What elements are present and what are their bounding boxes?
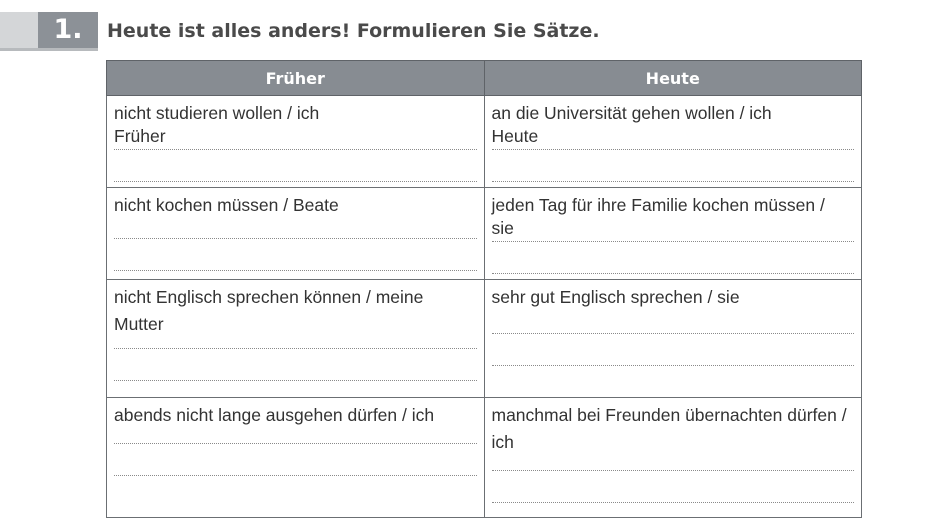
- left-cell: [107, 280, 485, 398]
- exercise-tab-shadow: [0, 48, 98, 51]
- answer-line[interactable]: [492, 311, 855, 334]
- sentence-start: sie: [492, 218, 520, 238]
- answer-line[interactable]: [114, 349, 477, 381]
- exercise-number: 1.: [38, 12, 98, 48]
- table-row: [107, 280, 862, 398]
- exercise-instruction: Heute ist alles anders! Formulieren Sie Sätze.: [107, 20, 600, 42]
- right-cell: [484, 280, 862, 398]
- answer-line[interactable]: [114, 127, 477, 150]
- answer-line[interactable]: [492, 242, 855, 274]
- answer-line[interactable]: [114, 150, 477, 182]
- answer-line[interactable]: [492, 456, 855, 471]
- answer-line[interactable]: [114, 239, 477, 271]
- cue-text: an die Universität gehen wollen / ich: [491, 103, 772, 123]
- right-cell: [484, 96, 862, 188]
- cue-text: abends nicht lange ausgehen dürfen / ich: [114, 405, 435, 425]
- cue-text: nicht studieren wollen / ich: [114, 103, 320, 123]
- answer-line[interactable]: [492, 150, 855, 182]
- answer-line[interactable]: [492, 334, 855, 366]
- answer-line[interactable]: [492, 471, 855, 503]
- cue-text: manchmal bei Freunden übernachten dürfen / ich: [491, 405, 847, 452]
- answer-line[interactable]: [114, 444, 477, 476]
- cue-text: nicht Englisch sprechen können / meine Mutter: [114, 287, 424, 334]
- right-cell: [484, 398, 862, 518]
- cue-text: nicht kochen müssen / Beate: [114, 195, 339, 215]
- exercise-table: [106, 60, 862, 518]
- left-cell: [107, 188, 485, 280]
- cue-text: jeden Tag für ihre Familie kochen müssen /: [491, 195, 825, 215]
- answer-line[interactable]: [492, 127, 855, 150]
- sentence-start: Heute: [492, 126, 545, 146]
- exercise-tab-accent: [0, 12, 38, 48]
- answer-line[interactable]: [114, 338, 477, 349]
- header-frueher: Früher: [107, 61, 485, 96]
- cue-text: sehr gut Englisch sprechen / sie: [491, 287, 740, 307]
- answer-line[interactable]: [492, 219, 855, 242]
- left-cell: [107, 96, 485, 188]
- left-cell: [107, 398, 485, 518]
- table-row: [107, 398, 862, 518]
- right-cell: [484, 188, 862, 280]
- sentence-start: Früher: [114, 126, 172, 146]
- table-row: [107, 188, 862, 280]
- answer-line[interactable]: [114, 429, 477, 444]
- table-row: [107, 96, 862, 188]
- header-heute: Heute: [484, 61, 862, 96]
- table-header-row: [107, 61, 862, 96]
- answer-line[interactable]: [114, 219, 477, 239]
